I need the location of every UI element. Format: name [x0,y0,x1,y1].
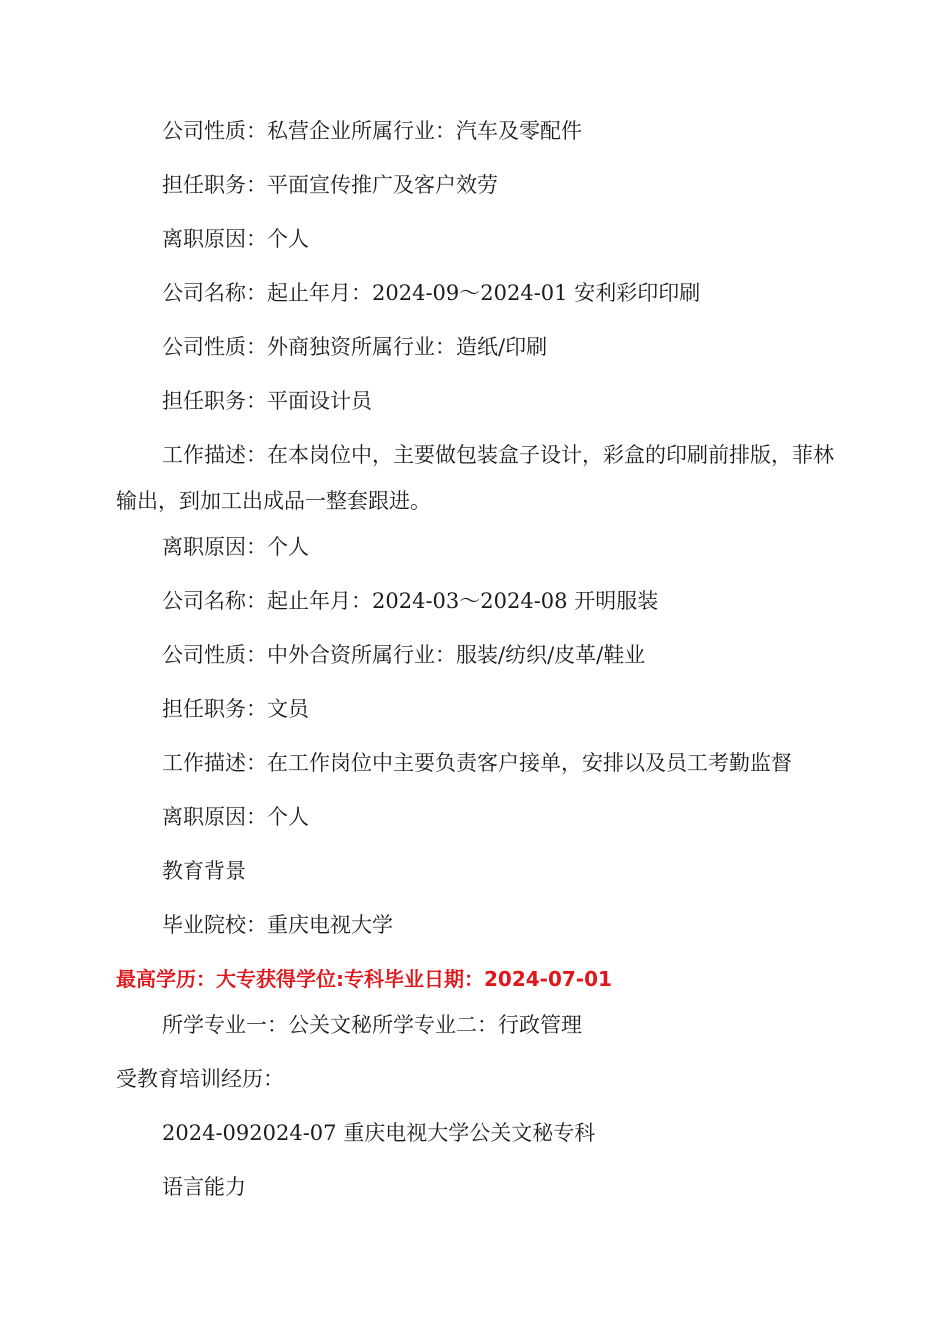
training-heading: 受教育培训经历： [116,1067,284,1091]
company-name-3: 公司名称：起止年月：2024-03～2024-08 开明服装 [162,589,659,613]
training-entry: 2024-092024-07 重庆电视大学公关文秘专科 [162,1121,596,1145]
major-line: 所学专业一：公关文秘所学专业二：行政管理 [162,1013,582,1037]
company-name-2: 公司名称：起止年月：2024-09～2024-01 安利彩印印刷 [162,281,701,305]
company-nature-1: 公司性质：私营企业所属行业：汽车及零配件 [162,119,582,143]
leave-reason-3: 离职原因：个人 [162,805,309,829]
graduate-school: 毕业院校：重庆电视大学 [162,913,393,937]
leave-reason-1: 离职原因：个人 [162,227,309,251]
job-title-1: 担任职务：平面宣传推广及客户效劳 [162,173,498,197]
company-nature-2: 公司性质：外商独资所属行业：造纸/印刷 [162,335,548,359]
job-title-2: 担任职务：平面设计员 [162,389,372,413]
leave-reason-2: 离职原因：个人 [162,535,309,559]
job-title-3: 担任职务：文员 [162,697,309,721]
language-heading: 语言能力 [162,1175,246,1199]
education-heading: 教育背景 [162,859,246,883]
job-description-2: 工作描述：在本岗位中，主要做包装盒子设计，彩盒的印刷前排版，菲林输出，到加工出成品一整套跟进。 [116,443,834,513]
job-description-3: 工作描述：在工作岗位中主要负责客户接单，安排以及员工考勤监督 [162,751,792,775]
highest-degree: 最高学历：大专获得学位:专科毕业日期：2024-07-01 [116,967,612,991]
company-nature-3: 公司性质：中外合资所属行业：服装/纺织/皮革/鞋业 [162,643,646,667]
